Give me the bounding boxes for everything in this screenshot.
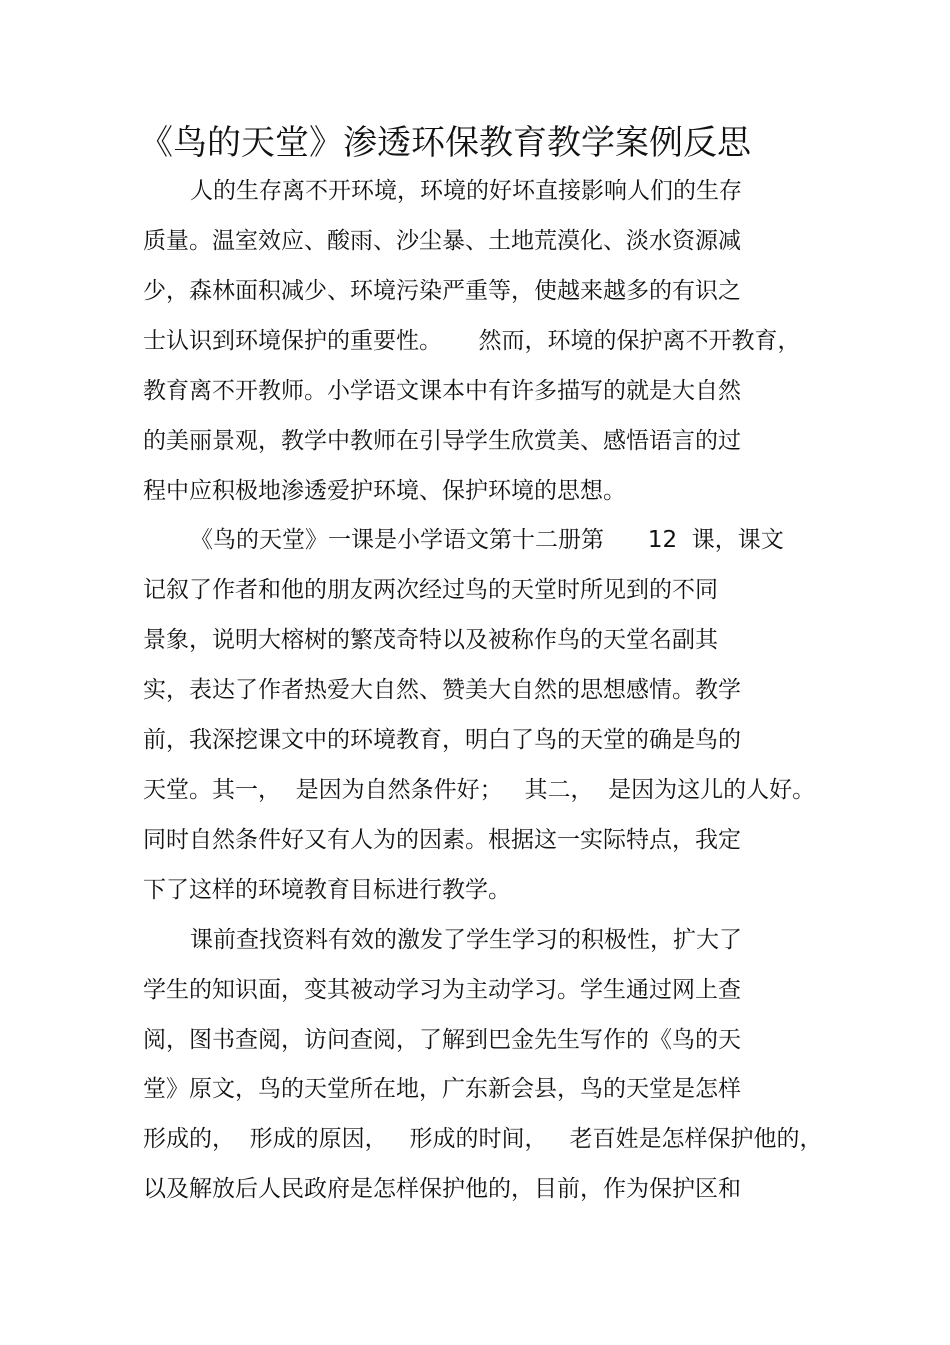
text-line: 《鸟的天堂》一课是小学语文第十二册第 12 课，课文 [190, 527, 784, 553]
text-line: 景象，说明大榕树的繁茂奇特以及被称作鸟的天堂名副其 [143, 627, 718, 653]
text-line: 下了这样的环境教育目标进行教学。 [143, 877, 511, 903]
text-line: 程中应积极地渗透爱护环境、保护环境的思想。 [143, 478, 626, 504]
text-line: 前，我深挖课文中的环境教育，明白了鸟的天堂的确是鸟的 [143, 727, 741, 753]
text-line: 质量。温室效应、酸雨、沙尘暴、土地荒漠化、淡水资源减 [143, 228, 741, 254]
text-line: 阅，图书查阅，访问查阅，了解到巴金先生写作的《鸟的天 [143, 1027, 741, 1053]
text-line: 实，表达了作者热爱大自然、赞美大自然的思想感情。教学 [143, 677, 741, 703]
text-line: 课前查找资料有效的激发了学生学习的积极性，扩大了 [190, 927, 742, 953]
text-line: 少，森林面积减少、环境污染严重等，使越来越多的有识之 [143, 278, 741, 304]
text-line: 形成的， 形成的原因， 形成的时间， 老百姓是怎样保护他的， [143, 1126, 823, 1152]
text-line: 士认识到环境保护的重要性。 然而，环境的保护离不开教育， [143, 328, 801, 354]
text-line: 同时自然条件好又有人为的因素。根据这一实际特点，我定 [143, 827, 741, 853]
text-line: 人的生存离不开环境，环境的好坏直接影响人们的生存 [190, 178, 742, 204]
document-title: 《鸟的天堂》渗透环保教育教学案例反思 [139, 123, 751, 163]
text-line: 天堂。其一， 是因为自然条件好； 其二， 是因为这儿的人好。 [143, 777, 816, 803]
text-line: 的美丽景观，教学中教师在引导学生欣赏美、感悟语言的过 [143, 428, 741, 454]
text-line: 教育离不开教师。小学语文课本中有许多描写的就是大自然 [143, 378, 741, 404]
text-line: 堂》原文，鸟的天堂所在地，广东新会县，鸟的天堂是怎样 [143, 1076, 741, 1102]
text-line: 学生的知识面，变其被动学习为主动学习。学生通过网上查 [143, 977, 741, 1003]
text-line: 记叙了作者和他的朋友两次经过鸟的天堂时所见到的不同 [143, 577, 718, 603]
text-line: 以及解放后人民政府是怎样保护他的，目前，作为保护区和 [143, 1176, 741, 1202]
